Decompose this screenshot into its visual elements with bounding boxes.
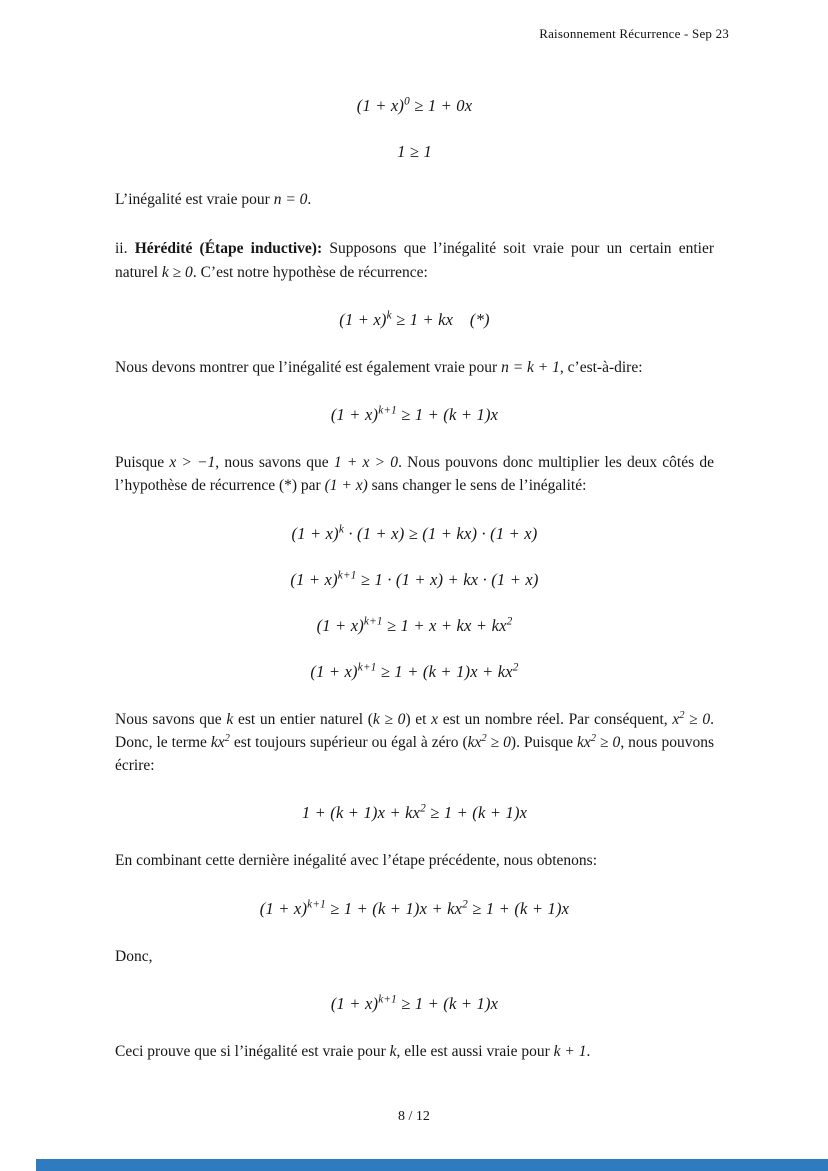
math-line: $1 + (k + 1)x + kx^2 \ge 1 + (k + 1)x$: [301, 802, 528, 823]
inline-math: 1 + x > 0: [333, 454, 399, 471]
inline-math: k: [226, 710, 234, 728]
math-line: 1 ≥ 1: [397, 142, 432, 161]
math-line: $(1 + x)^{k+1} \ge 1 \cdot (1 + x)$ + kx · (1 + x): [290, 569, 539, 589]
paragraph: [115, 451, 714, 498]
document-body: [115, 70, 714, 1089]
text-run: ) et: [405, 710, 432, 728]
inline-math: n = 0: [273, 191, 308, 208]
math-line: $(1 + x)^{k+1} \ge 1 + (k + 1)x$: [330, 993, 499, 1013]
math-line: $(1 + x)^0 \ge 1 + 0x$: [356, 95, 473, 115]
inline-math: $kx^2 \ge 0$: [577, 732, 621, 751]
text-run: .: [586, 1042, 591, 1060]
math-line: $(1 + x)^{k+1} \ge 1 + x$ + kx + $kx^2$: [316, 615, 513, 635]
inline-math: (1 + x): [324, 477, 368, 495]
text-run: .: [307, 191, 312, 208]
text-run: . C’est notre hypothèse de récurrence:: [192, 263, 428, 281]
text-run: ii.: [115, 240, 135, 258]
text-run: Donc,: [115, 947, 153, 965]
text-run: , nous savons que: [215, 454, 334, 471]
paragraph: [115, 188, 714, 211]
inline-math: n = k + 1: [501, 358, 560, 376]
page-header: Raisonnement Récurrence - Sep 23: [539, 26, 729, 41]
math-line: $(1 + x)^{k+1} \ge 1 + (k + 1)x$: [330, 404, 499, 424]
inline-math: x > −1: [169, 454, 216, 471]
text-run: Ceci prouve que si l’inégalité est vraie pour: [115, 1042, 390, 1060]
text-run: sans changer le sens de l’inégalité:: [367, 477, 587, 495]
paragraph: [115, 356, 714, 379]
text-run: . Nous pouvons donc multiplier les deux côtés de l’hypothèse de récurrence (*) par: [115, 454, 714, 495]
inline-math: k: [389, 1042, 397, 1060]
text-run: ). Puisque: [510, 733, 578, 751]
inline-math: x: [431, 710, 439, 728]
inline-math: k + 1: [553, 1042, 587, 1060]
inline-math: $x^2 \ge 0$: [672, 709, 711, 728]
inline-math: $kx^2$: [210, 732, 230, 751]
text-run: Nous devons montrer que l’inégalité est également vraie pour: [115, 358, 502, 376]
bold-text: Hérédité (Étape inductive):: [134, 240, 323, 258]
page-number: 8 / 12: [398, 1109, 430, 1124]
text-run: Nous savons que: [115, 710, 227, 728]
text-run: . Donc, le terme: [115, 710, 714, 751]
text-run: , nous pouvons écrire:: [115, 733, 714, 774]
math-line: $(1 + x)^{k+1} \ge 1 + (k + 1)x + kx^2$: [310, 661, 519, 681]
text-run: Puisque: [115, 454, 170, 471]
inline-math: $kx^2 \ge 0$: [467, 732, 511, 751]
text-run: Supposons que l’inégalité soit vraie pour un certain entier naturel: [115, 240, 714, 281]
paragraph: [115, 237, 714, 284]
text-run: En combinant cette dernière inégalité avec l’étape précédente, nous obtenons:: [115, 852, 598, 870]
text-run: , c’est-à-dire:: [559, 358, 643, 376]
text-run: est un entier naturel (: [233, 710, 373, 728]
paragraph: [115, 1040, 714, 1063]
bottom-bar: [36, 1159, 828, 1171]
paragraph: [115, 849, 714, 872]
math-line: $(1 + x)^k \cdot (1 + x) \ge (1 + kx) \cdot (1 + x)$: [291, 523, 538, 543]
paragraph: [115, 708, 714, 778]
text-run: est toujours supérieur ou égal à zéro (: [229, 733, 468, 751]
text-run: , elle est aussi vraie pour: [396, 1042, 554, 1060]
text-run: est un nombre réel. Par conséquent,: [438, 710, 673, 728]
text-run: L’inégalité est vraie pour: [115, 191, 274, 208]
paragraph: [115, 945, 714, 968]
inline-math: k ≥ 0: [161, 263, 193, 281]
inline-math: k ≥ 0: [372, 710, 406, 728]
math-line: $(1 + x)^k \ge 1$ + kx (*): [339, 309, 490, 329]
math-line: $(1 + x)^{k+1} \ge 1 + (k + 1)x + kx^2 \ge 1 + (k + 1)x$: [259, 898, 570, 918]
